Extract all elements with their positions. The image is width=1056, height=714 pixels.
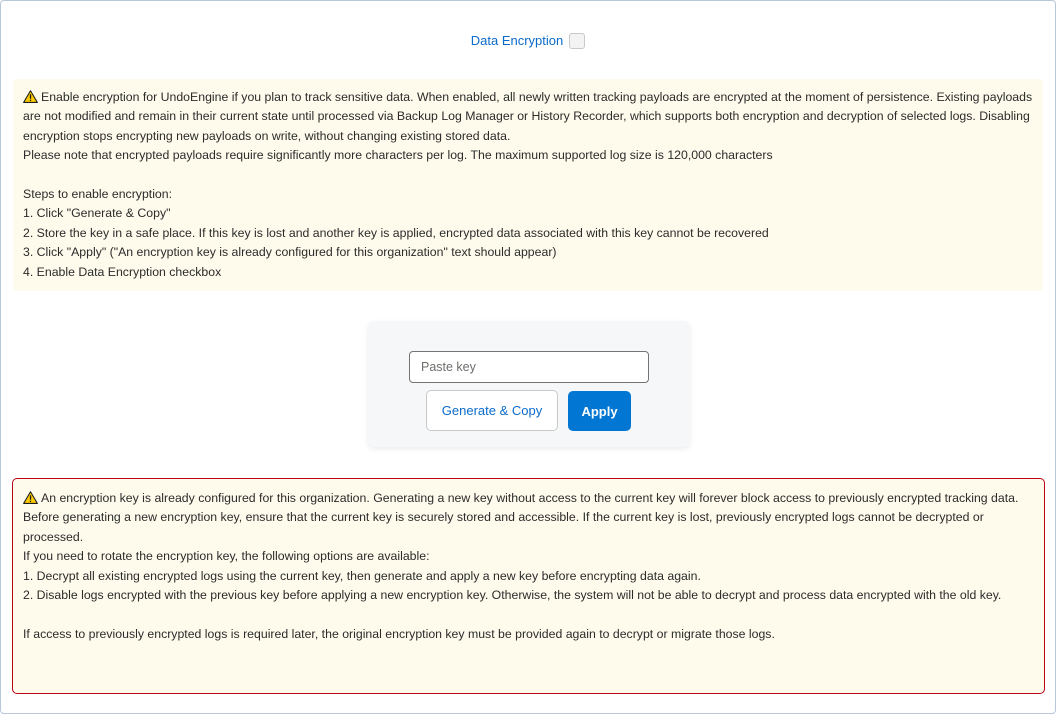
info-line-blank [23, 166, 1033, 185]
warning-triangle-icon [23, 90, 38, 103]
warning-intro-text: An encryption key is already configured for this organization. Generating a new key without access to the current key will forever block access to previously encrypted tracking data. [41, 491, 1019, 505]
info-step: 3. Click "Apply" ("An encryption key is already configured for this organization" text should appear) [23, 245, 557, 260]
data-encryption-label[interactable]: Data Encryption [470, 33, 564, 48]
info-intro-text: Enable encryption for UndoEngine if you plan to track sensitive data. When enabled, all newly written tracking payloads are encrypted at the moment of persistence. Existing payloads are not modified and remain in their current state until processed via Backup Log Manager or History Recorder, which supports both encryption and decryption of selected logs. Disabling encryption stops encrypting new payloads on write, without changing existing stored data. [23, 90, 1033, 143]
warning-option: 1. Decrypt all existing encrypted logs using the current key, then generate and apply a new key before encrypting data again. [23, 568, 701, 583]
info-step: 1. Click "Generate & Copy" [23, 206, 171, 221]
paste-key-input[interactable] [409, 351, 649, 383]
warning-line: Before generating a new encryption key, ensure that the current key is securely stored and accessible. If the current key is lost, previously encrypted logs cannot be decrypted or processed. [23, 510, 984, 544]
warning-line: If access to previously encrypted logs is required later, the original encryption key must be provided again to decrypt or migrate those logs. [23, 626, 775, 641]
apply-button[interactable]: Apply [568, 391, 631, 431]
info-line: Steps to enable encryption: [23, 187, 173, 202]
warning-option: 2. Disable logs encrypted with the previous key before applying a new encryption key. Otherwise, the system will not be able to decrypt and process data encrypted with the old key. [23, 588, 1002, 603]
info-line [23, 88, 1033, 146]
warning-line-blank [23, 605, 1034, 624]
warning-line [23, 489, 1034, 508]
data-encryption-row [1, 31, 1055, 51]
warning-line: If you need to rotate the encryption key, the following options are available: [23, 549, 430, 564]
data-encryption-checkbox[interactable] [569, 33, 585, 49]
info-step: 4. Enable Data Encryption checkbox [23, 264, 222, 279]
generate-copy-button[interactable]: Generate & Copy [426, 390, 558, 431]
warning-triangle-icon [23, 491, 38, 504]
info-step: 2. Store the key in a safe place. If this key is lost and another key is applied, encrypted data associated with this key cannot be recovered [23, 225, 769, 240]
encryption-info-notice [13, 79, 1043, 291]
existing-key-warning [12, 478, 1045, 694]
info-line: Please note that encrypted payloads require significantly more characters per log. The maximum supported log size is 120,000 characters [23, 148, 773, 163]
encryption-key-card [368, 321, 690, 447]
